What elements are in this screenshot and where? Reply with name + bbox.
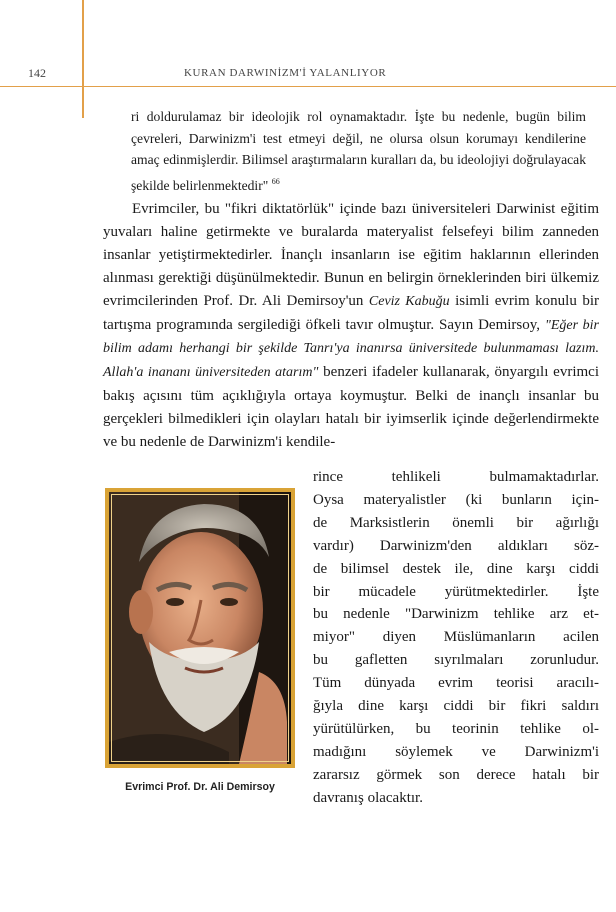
body-column	[313, 466, 599, 810]
book-title: Ceviz Kabuğu	[368, 293, 450, 309]
column-line: miyor" diyen Müslümanların acilen	[313, 629, 599, 646]
portrait-photo	[105, 488, 295, 768]
column-line: vardır) Darwinizm'den aldıkları söz-	[313, 537, 599, 554]
column-line: madığını söylemek ve Darwinizm'i	[313, 743, 599, 760]
column-line: de bilimsel destek ile, dine karşı ciddi	[313, 560, 599, 577]
body-text-b: isimli evrim konulu bir tartışma programında sergilediği öfkeli tavır olmuştur. Sayın Demirsoy,	[103, 292, 599, 333]
column-line: bir mücadele yürütmektedirler. İşte	[313, 583, 599, 600]
column-line: Oysa materyalistler (ki bunların için-	[313, 491, 599, 508]
page-number: 142	[28, 66, 46, 80]
column-line: bu gafletten sıyrılmaları zorunludur.	[313, 652, 599, 669]
header-vertical-rule	[82, 0, 84, 118]
body-paragraph	[103, 198, 599, 454]
italic-quote: "Eğer bir bilim adamı herhangi bir şekilde Tanrı'ya inanırsa üniversitede bulunmaması lazım. Allah'a inananı üniversiteden atarım"	[103, 317, 600, 381]
block-quote	[131, 106, 586, 196]
column-line: Tüm dünyada evrim teorisi aracılı-	[313, 675, 599, 692]
body-text-c: benzeri ifadeler kullanarak, önyargılı evrimci bakış açısını tüm açıklığıyla ortaya koymuştur. Belki de inançlı insanlar bu gerçekleri bilmedikleri için olayları hatalı bir iyimserlik içinde değerlendirmekte ve bu nedenle de Darwinizm'i kendile-	[103, 364, 599, 451]
column-line: ğıyla dine karşı ciddi bir fikri saldırı	[313, 698, 599, 715]
column-line: zararsız görmek son derece hatalı bir	[313, 766, 599, 783]
quote-text: ri doldurulamaz bir ideolojik rol oynamaktadır. İşte bu nedenle, bugün bilim çevreleri, Darwinizm'i test etmeyi değil, ne olursa olsun korumayı kendilerine amaç edinmişlerdir. Bilimsel araştırmaların kuralları da, bu ideolojiyi doğrulayacak şekilde belirlenmektedir"	[131, 109, 586, 193]
portrait-illustration	[109, 492, 291, 764]
header-horizontal-rule	[0, 86, 616, 87]
photo-caption: Evrimci Prof. Dr. Ali Demirsoy	[125, 781, 275, 793]
body-text-a: Evrimciler, bu "fikri diktatörlük" içinde bazı üniversiteleri Darwinist eğitim yuvaları haline getirmekte ve buralarda materyalist felsefeyi bilim zanneden insanlar yetiştirmektedirler. İnançlı insanların ise eğitim haklarının ellerinden alınması gerektiği düşünülmektedir. Bunun en belirgin örneklerinden biri ülkemiz evrimcilerinden Prof. Dr. Ali Demirsoy'un	[103, 201, 599, 309]
column-line: rince tehlikeli bulmamaktadırlar.	[313, 469, 599, 485]
running-title: KURAN DARWINİZM'İ YALANLIYOR	[184, 67, 387, 79]
column-line: de Marksistlerin önemli bir ağırlığı	[313, 514, 599, 531]
column-line: bu nedenle "Darwinizm tehlike arz et-	[313, 606, 599, 623]
column-line: yürütülürken, bu teorinin tehlike ol-	[313, 720, 599, 737]
column-line: davranış olacaktır.	[313, 789, 423, 806]
footnote-ref: 66	[271, 176, 280, 186]
